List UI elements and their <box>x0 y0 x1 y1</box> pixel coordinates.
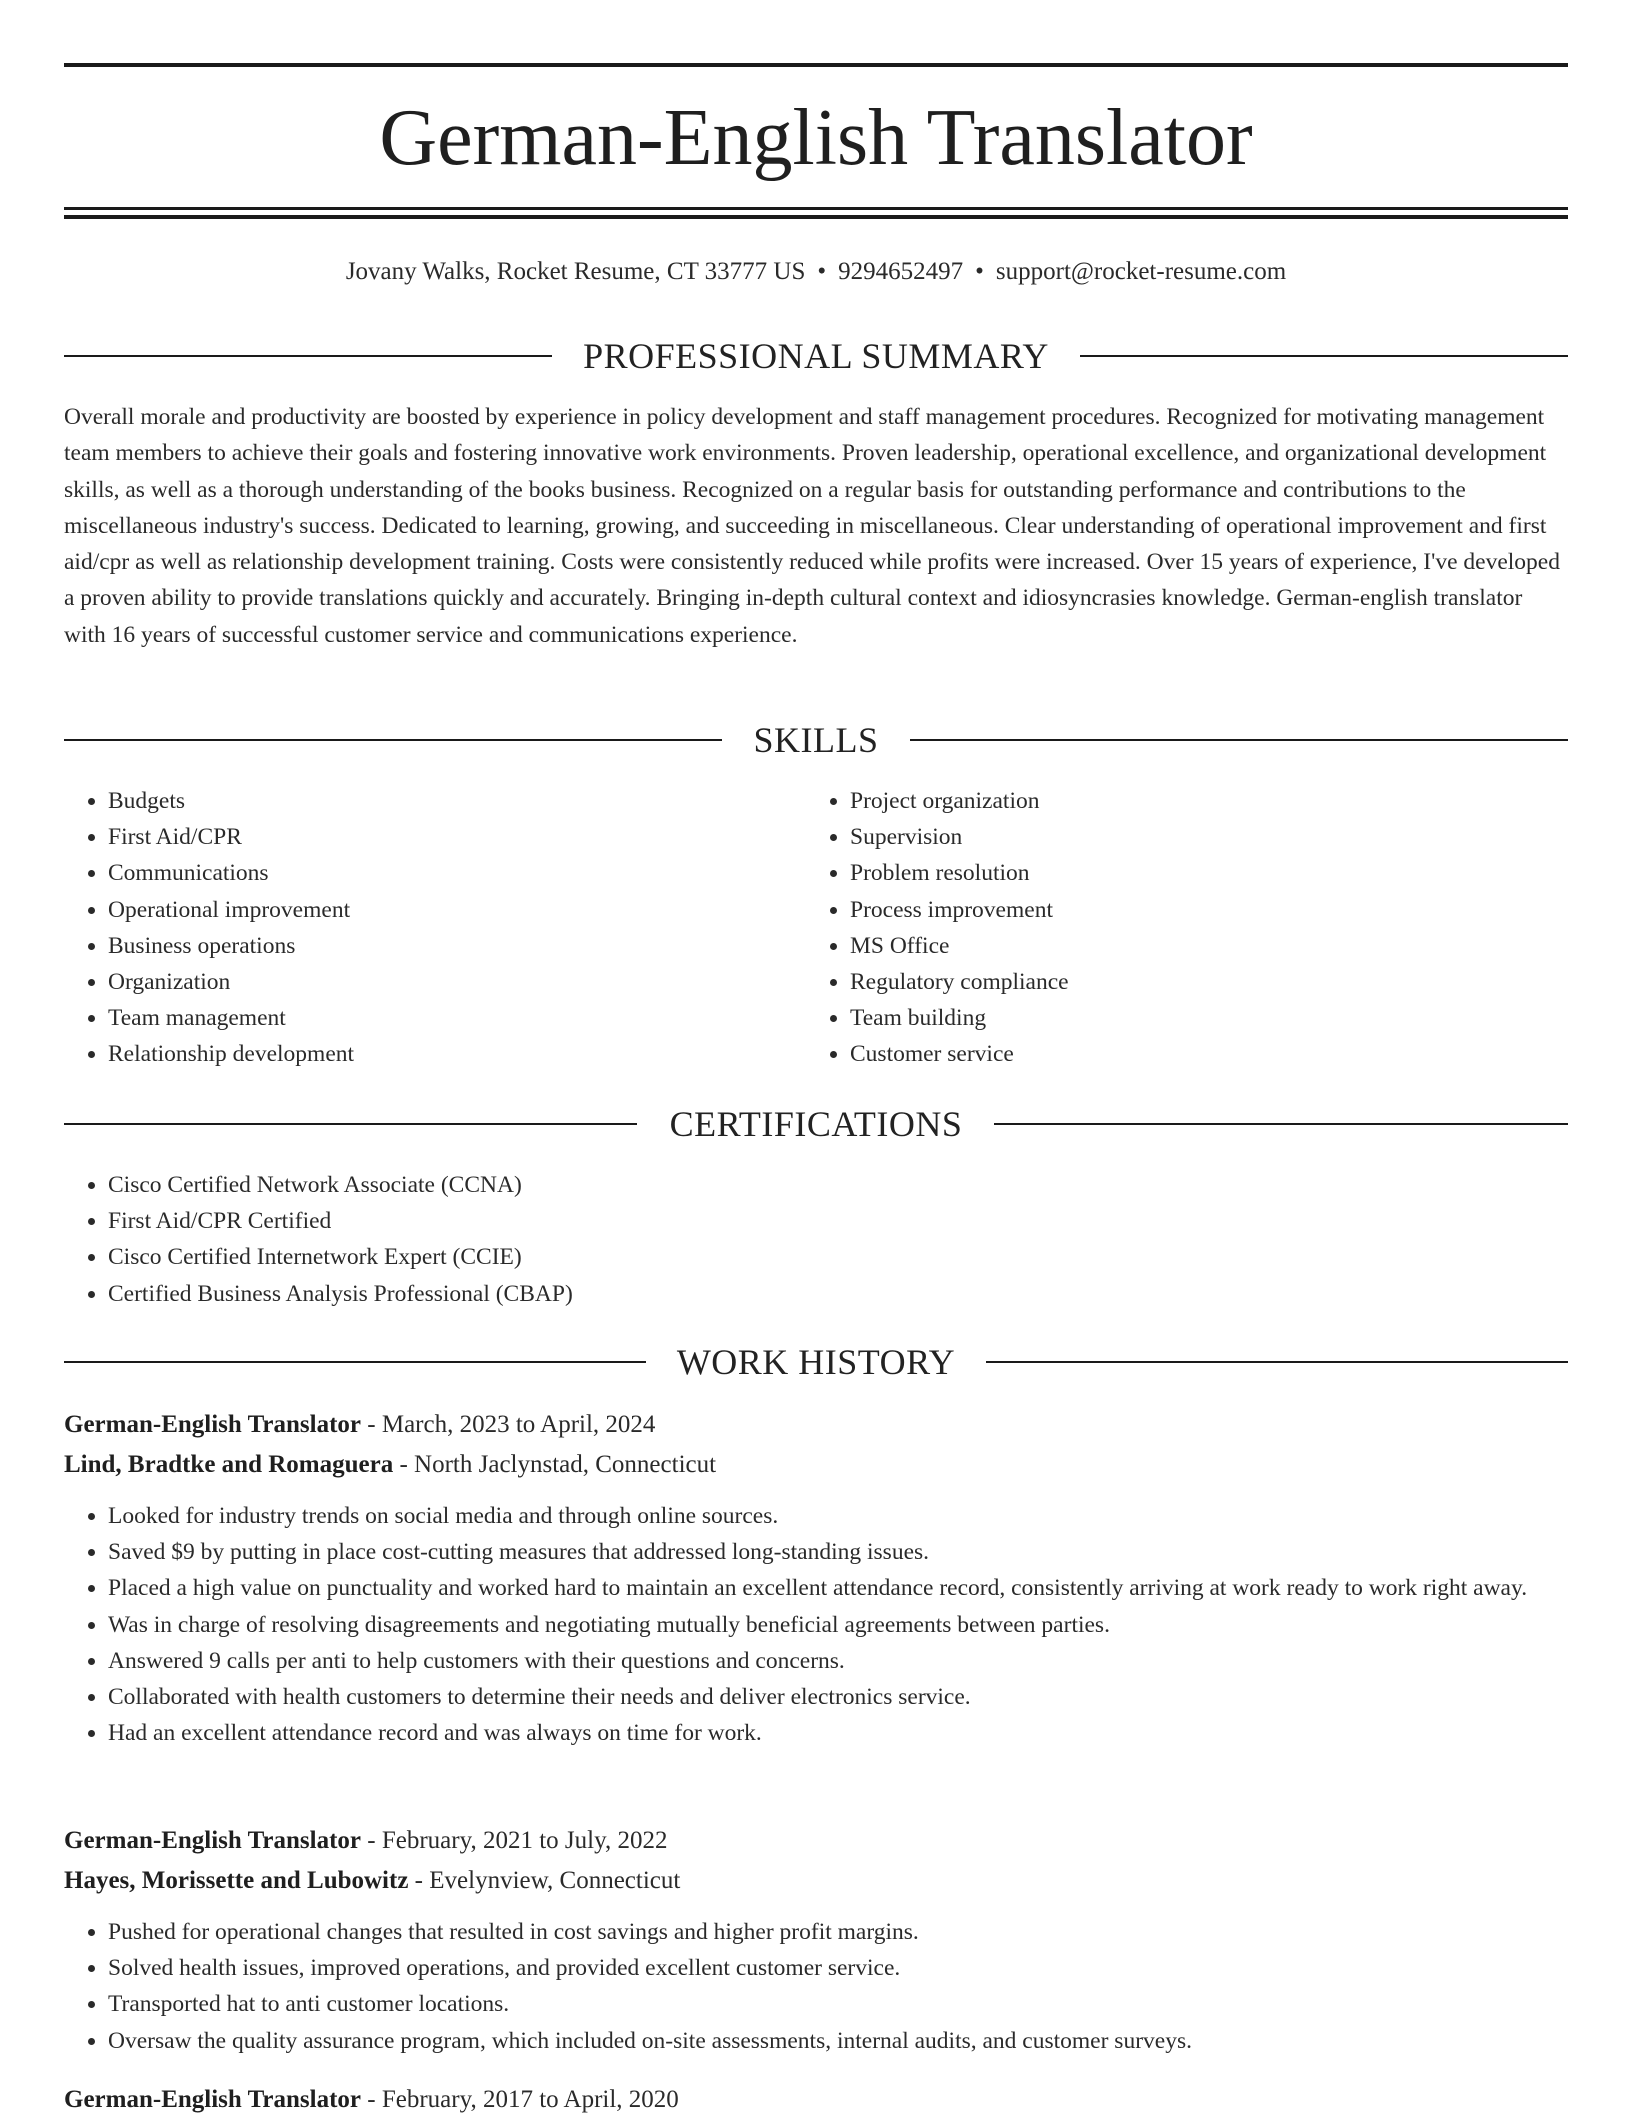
job-title: German-English Translator <box>64 2086 362 2113</box>
list-item: • Oversaw the quality assurance program, which included on-site assessments, internal audits, and customer surveys. <box>108 2023 1568 2059</box>
contact-address: Jovany Walks, Rocket Resume, CT 33777 US <box>345 258 806 285</box>
list-item: • Budgets <box>108 783 808 819</box>
list-item: • Communications <box>108 855 808 891</box>
section-heading-certifications <box>64 1102 1568 1146</box>
list-item: • Process improvement <box>850 892 1550 928</box>
list-item: • First Aid/CPR <box>108 819 808 855</box>
header-top-rule <box>64 63 1568 67</box>
list-item: • Pushed for operational changes that resulted in cost savings and higher profit margins. <box>108 1914 1568 1950</box>
contact-phone: 9294652497 <box>838 258 964 285</box>
list-item: • Team management <box>108 1000 808 1036</box>
heading-label: CERTIFICATIONS <box>669 1104 963 1144</box>
list-item: • Relationship development <box>108 1036 808 1072</box>
list-item: • Had an excellent attendance record and was always on time for work. <box>108 1715 1568 1751</box>
job-bullets <box>64 1914 1568 2059</box>
certifications-list <box>64 1167 1568 1312</box>
list-item: • Looked for industry trends on social media and through online sources. <box>108 1498 1568 1534</box>
header-double-rule-lower <box>64 215 1568 219</box>
list-item: • Placed a high value on punctuality and worked hard to maintain an excellent attendance record, consistently arriving at work ready to work right away. <box>108 1570 1568 1606</box>
skills-list-right <box>806 783 1550 1073</box>
job-location: Evelynview, Connecticut <box>429 1867 681 1894</box>
list-item: • Cisco Certified Network Associate (CCNA) <box>108 1167 1568 1203</box>
list-item: • Business operations <box>108 928 808 964</box>
section-heading-work-history <box>64 1340 1568 1384</box>
job-title: German-English Translator <box>64 1411 362 1438</box>
list-item: • Supervision <box>850 819 1550 855</box>
list-item: • First Aid/CPR Certified <box>108 1203 1568 1239</box>
job-company-line: Lind, Bradtke and Romaguera - North Jaclynstad, Connecticut <box>64 1451 717 1478</box>
header-double-rule-upper <box>64 207 1568 210</box>
list-item: • Organization <box>108 964 808 1000</box>
job-company-line: Hayes, Morissette and Lubowitz - Evelynview, Connecticut <box>64 1867 681 1894</box>
job-location: North Jaclynstad, Connecticut <box>414 1451 717 1478</box>
job-company: Hayes, Morissette and Lubowitz <box>64 1867 409 1894</box>
job-dates: March, 2023 to April, 2024 <box>381 1411 656 1438</box>
list-item: • Team building <box>850 1000 1550 1036</box>
contact-separator: • <box>817 258 827 285</box>
job-bullets <box>64 1498 1568 1751</box>
list-item: • MS Office <box>850 928 1550 964</box>
job-title-line: German-English Translator - March, 2023 to April, 2024 <box>64 1411 656 1438</box>
resume-title: German-English Translator <box>379 94 1253 182</box>
list-item: • Collaborated with health customers to determine their needs and deliver electronics service. <box>108 1679 1568 1715</box>
contact-email: support@rocket-resume.com <box>995 258 1287 285</box>
heading-label: SKILLS <box>753 720 879 760</box>
job-dates: February, 2017 to April, 2020 <box>381 2086 679 2113</box>
list-item: • Was in charge of resolving disagreements and negotiating mutually beneficial agreements between parties. <box>108 1607 1568 1643</box>
list-item: • Project organization <box>850 783 1550 819</box>
list-item: • Regulatory compliance <box>850 964 1550 1000</box>
list-item: • Solved health issues, improved operations, and provided excellent customer service. <box>108 1950 1568 1986</box>
list-item: • Saved $9 by putting in place cost-cutting measures that addressed long-standing issues. <box>108 1534 1568 1570</box>
list-item: • Operational improvement <box>108 892 808 928</box>
heading-label: WORK HISTORY <box>676 1342 956 1382</box>
section-heading-summary <box>64 334 1568 378</box>
job-dates: February, 2021 to July, 2022 <box>381 1827 668 1854</box>
contact-line <box>64 254 1568 290</box>
summary-paragraph: Overall morale and productivity are boosted by experience in policy development and staff management procedures. Recognized for motivating management team members to achieve their goals and fostering innovative work environments. Proven leadership, operational excellence, and organizational development skills, as well as a thorough understanding of the books business. Recognized on a regular basis for outstanding performance and contributions to the miscellaneous industry's success. Dedicated to learning, growing, and succeeding in miscellaneous. Clear understanding of operational improvement and first aid/cpr as well as relationship development training. Costs were consistently reduced while profits were increased. Over 15 years of experience, I've developed a proven ability to provide translations quickly and accurately. Bringing in-depth cultural context and idiosyncrasies knowledge. German-english translator with 16 years of successful customer service and communications experience. <box>64 404 1560 648</box>
list-item: • Transported hat to anti customer locations. <box>108 1986 1568 2022</box>
job-company: Lind, Bradtke and Romaguera <box>64 1451 394 1478</box>
list-item: • Cisco Certified Internetwork Expert (CCIE) <box>108 1239 1568 1275</box>
job-title: German-English Translator <box>64 1827 362 1854</box>
list-item: • Answered 9 calls per anti to help customers with their questions and concerns. <box>108 1643 1568 1679</box>
list-item: • Certified Business Analysis Professional (CBAP) <box>108 1276 1568 1312</box>
section-heading-skills <box>64 718 1568 762</box>
contact-separator: • <box>975 258 984 285</box>
list-item: • Problem resolution <box>850 855 1550 891</box>
skills-list-left <box>64 783 808 1073</box>
job-title-line: German-English Translator - February, 2017 to April, 2020 <box>64 2086 679 2113</box>
list-item: • Customer service <box>850 1036 1550 1072</box>
job-title-line: German-English Translator - February, 2021 to July, 2022 <box>64 1827 668 1854</box>
heading-label: PROFESSIONAL SUMMARY <box>583 336 1049 376</box>
